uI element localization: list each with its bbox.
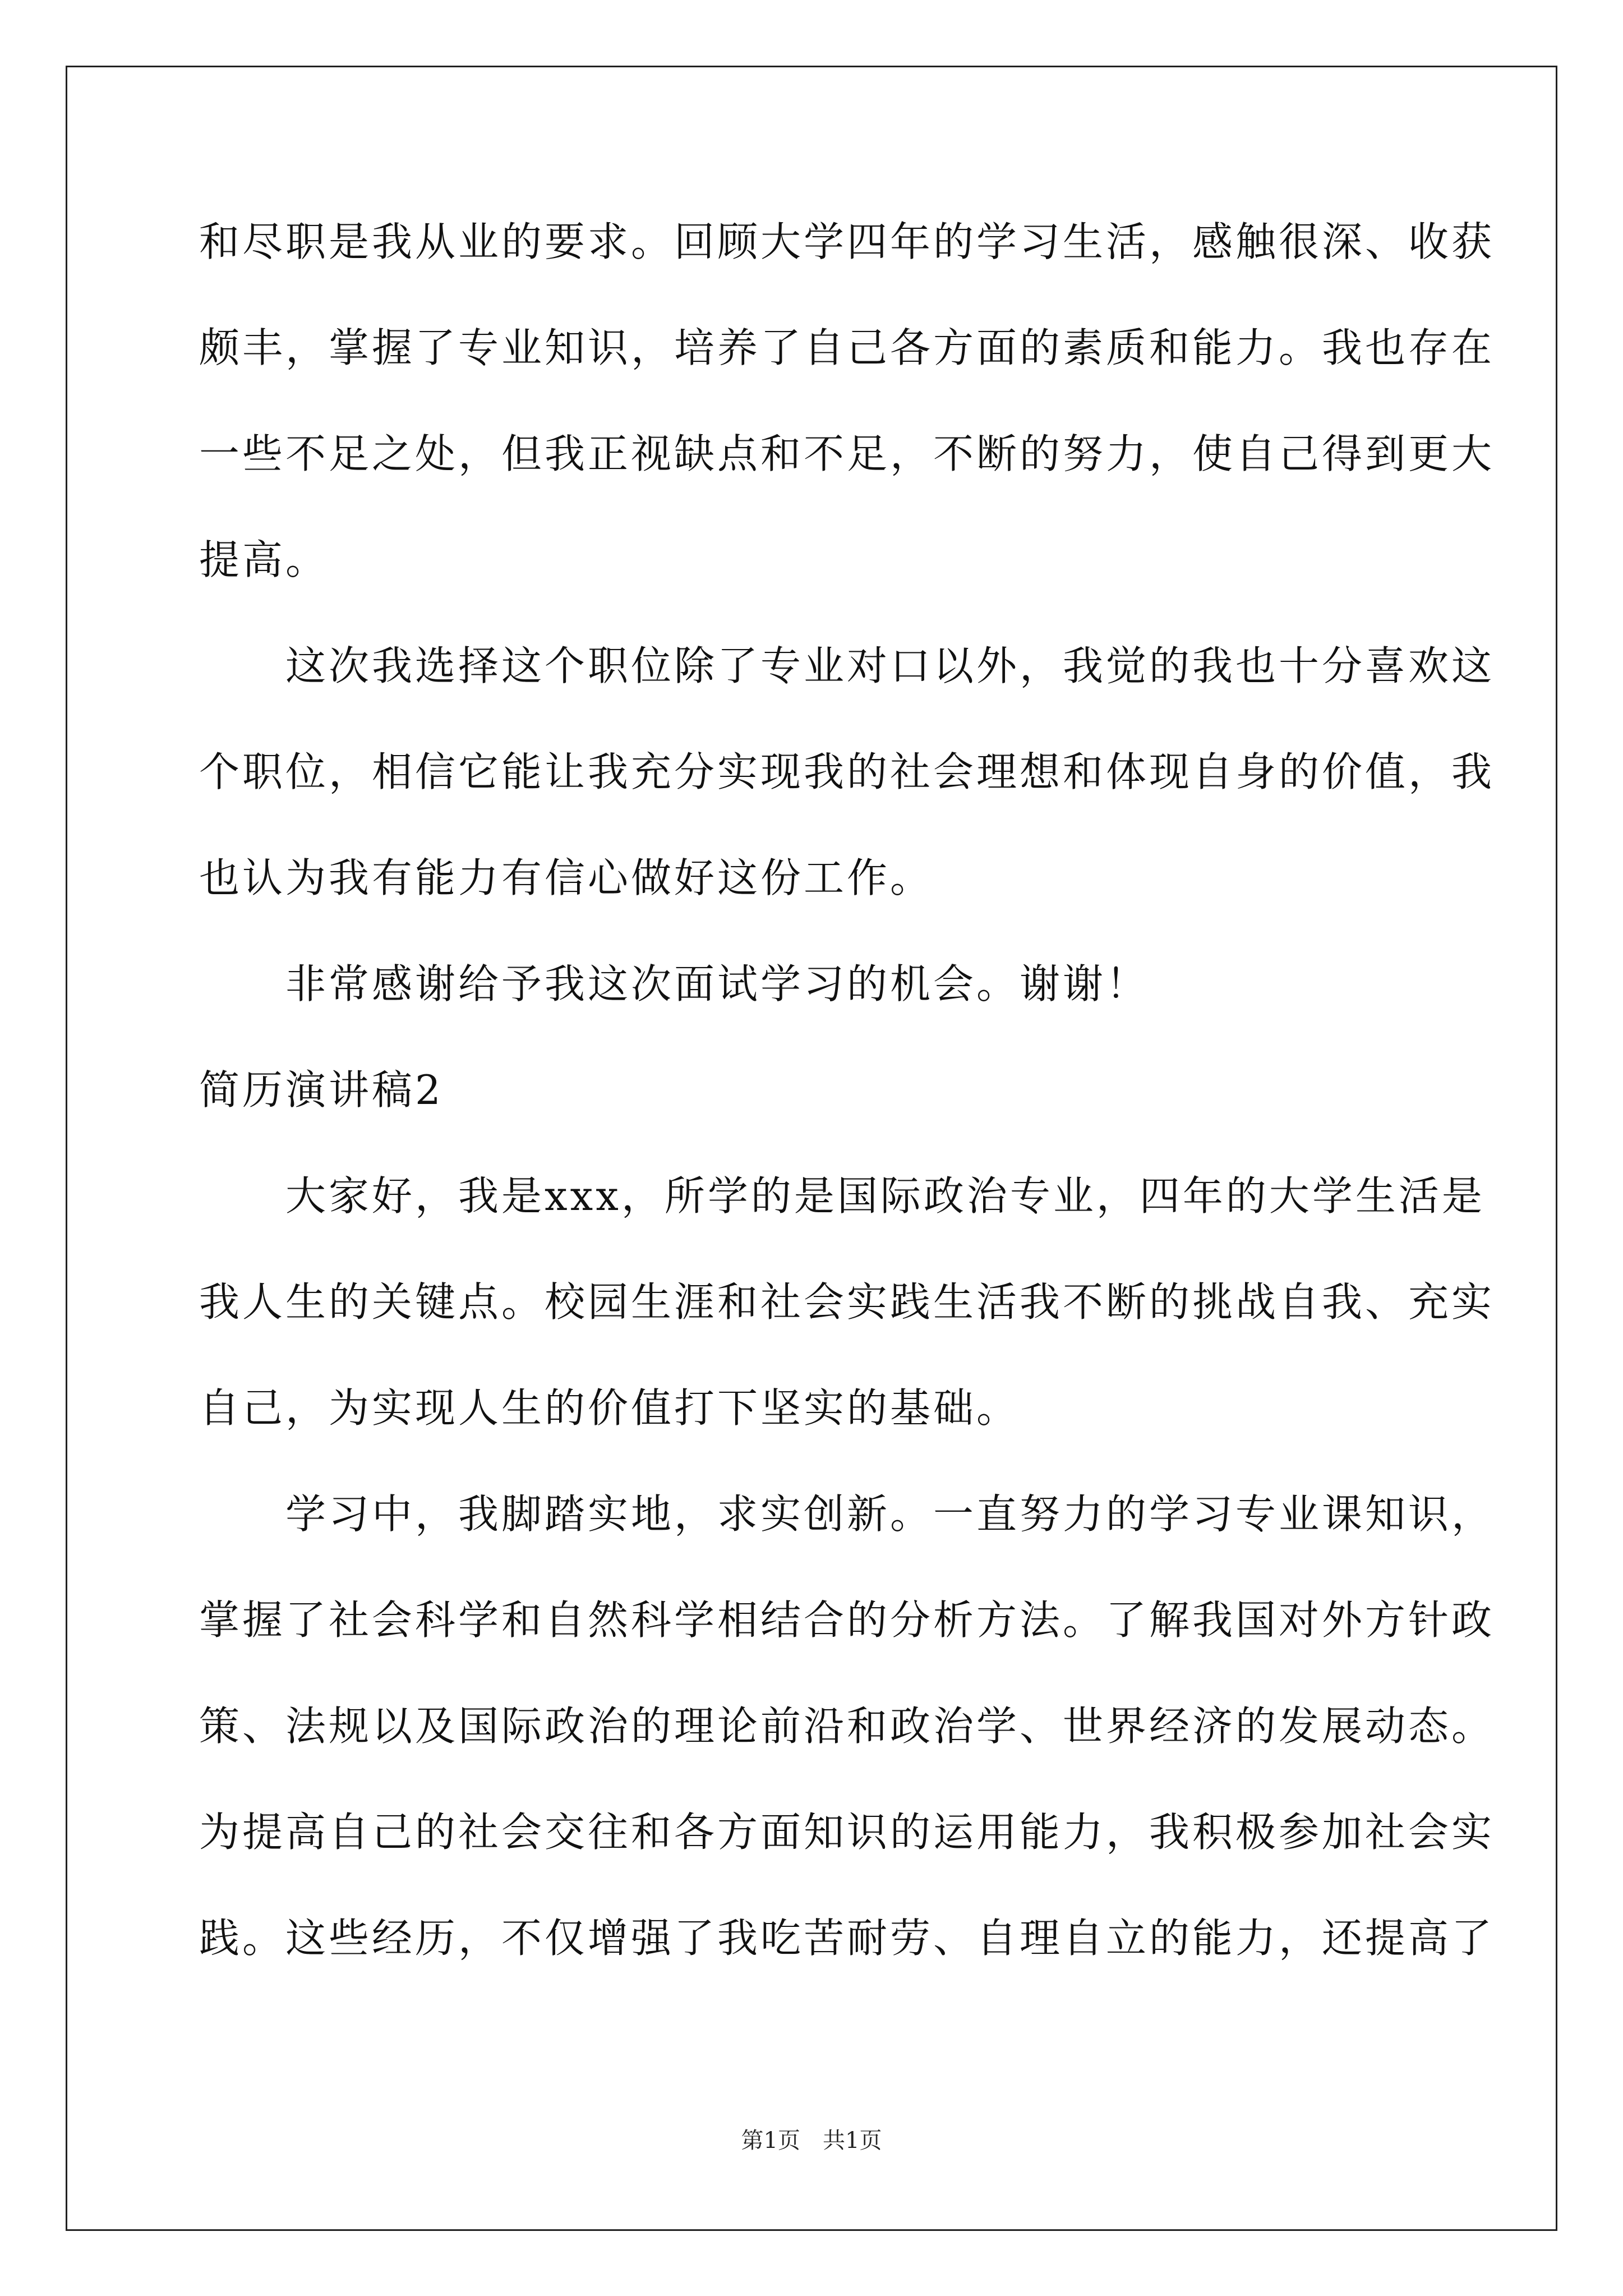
text-line: 也认为我有能力有信心做好这份工作。: [199, 854, 934, 901]
paragraph-first-line: 学习中，我脚踏实地，求实创新。一直努力的学习专业课知识，: [199, 1490, 1495, 1538]
text-line: 一些不足之处，但我正视缺点和不足，不断的努力，使自己得到更大: [199, 430, 1495, 477]
text-line: 掌握了社会科学和自然科学相结合的分析方法。了解我国对外方针政: [199, 1596, 1495, 1644]
text-line: 自己，为实现人生的价值打下坚实的基础。: [199, 1384, 1020, 1432]
text-line: 为提高自己的社会交往和各方面知识的运用能力，我积极参加社会实: [199, 1809, 1495, 1856]
paragraph-first-line: 非常感谢给予我这次面试学习的机会。谢谢！: [199, 960, 1150, 1007]
paragraph-first-line: 这次我选择这个职位除了专业对口以外，我觉的我也十分喜欢这: [199, 642, 1495, 689]
section-heading: 简历演讲稿2: [199, 1066, 444, 1114]
text-line: 提高。: [199, 536, 329, 583]
text-line: 个职位，相信它能让我充分实现我的社会理想和体现自身的价值，我: [199, 748, 1495, 795]
page-border: [66, 66, 1557, 2231]
page-footer: 第1页 共1页: [741, 2128, 882, 2154]
text-line: 颇丰，掌握了专业知识，培养了自己各方面的素质和能力。我也存在: [199, 324, 1495, 371]
text-line: 我人生的关键点。校园生涯和社会实践生活我不断的挑战自我、充实: [199, 1278, 1495, 1326]
text-line: 策、法规以及国际政治的理论前沿和政治学、世界经济的发展动态。: [199, 1703, 1495, 1750]
text-line: 践。这些经历，不仅增强了我吃苦耐劳、自理自立的能力，还提高了: [199, 1915, 1495, 1962]
text-line: 和尽职是我从业的要求。回顾大学四年的学习生活，感触很深、收获: [199, 218, 1495, 265]
paragraph-first-line: 大家好，我是xxx，所学的是国际政治专业，四年的大学生活是: [199, 1172, 1485, 1220]
